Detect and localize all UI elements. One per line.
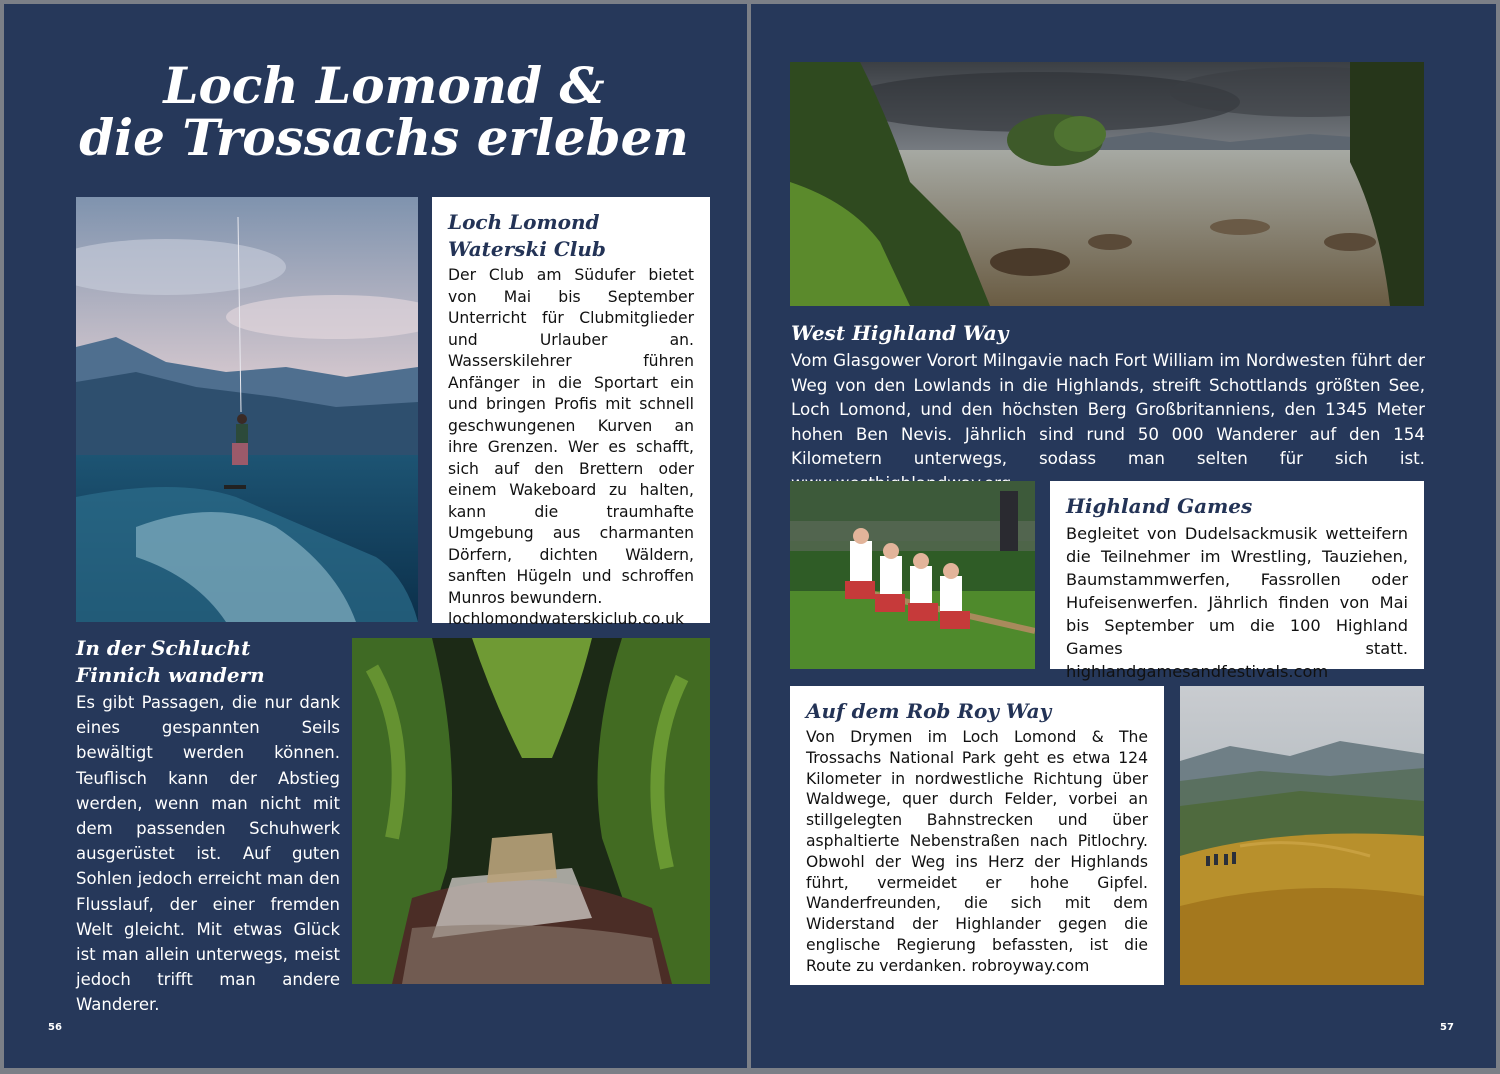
- west-highland-heading: West Highland Way: [791, 321, 1009, 345]
- rob-roy-way-box: [790, 686, 1164, 985]
- west-highland-way-section: [791, 320, 1425, 495]
- right-page: [751, 4, 1496, 1068]
- finnich-heading: [76, 635, 340, 689]
- page-number-left: 56: [48, 1022, 62, 1033]
- rob-roy-hills-photo: [1180, 686, 1424, 985]
- finnich-gorge-photo: [352, 638, 710, 984]
- highland-games-heading: Highland Games: [1066, 494, 1253, 518]
- finnich-heading-line2: Finnich wandern: [76, 663, 265, 687]
- finnich-body: Es gibt Passagen, die nur dank eines gespannten Seils bewältigt werden können. Teuflisch kann der Abstieg werden, wenn man nicht mit dem passenden Schuhwerk ausgerüstet ist. Auf guten Sohlen jedoch erreicht man den Flusslauf, der einer fremden Welt gleicht. Mit etwas Glück ist man allein unterwegs, meist jedoch trifft man andere Wanderer.: [76, 693, 340, 1015]
- rob-roy-link[interactable]: robroyway.com: [971, 956, 1090, 975]
- west-highland-body: Vom Glasgower Vorort Milngavie nach Fort William im Nordwesten führt der Weg von den Lowlands in die Highlands, streift Schottlands größten See, Loch Lomond, und den höchsten Berg Großbritanniens, den 1345 Meter hohen Ben Nevis. Jährlich sind rund 50 000 Wanderer auf den 154 Kilometern unterwegs, sodass man selten für sich ist.: [791, 350, 1425, 468]
- page-number-right: 57: [1440, 1022, 1454, 1033]
- page-title-line2: die Trossachs erleben: [79, 108, 689, 167]
- page-title: [64, 56, 704, 167]
- highland-games-body: Begleitet von Dudelsackmusik wetteifern die Teilnehmer im Wrestling, Tauziehen, Baumstammwerfen, Fassrollen oder Hufeisenwerfen. Jährlich finden von Mai bis September um die 100 Highland Games statt.: [1066, 524, 1408, 658]
- waterski-club-link[interactable]: lochlomondwaterskiclub.co.uk: [448, 610, 684, 628]
- waterski-club-box: [432, 197, 710, 628]
- loch-lomond-landscape-photo: [790, 62, 1424, 306]
- finnich-section: [76, 635, 340, 1018]
- page-title-line1: Loch Lomond &: [163, 56, 605, 115]
- finnich-heading-line1: In der Schlucht: [76, 636, 251, 660]
- rob-roy-body: Von Drymen im Loch Lomond & The Trossachs National Park geht es etwa 124 Kilometer in nordwestliche Richtung über Waldwege, quer durch Felder, vorbei an stillgelegten Bahnstrecken und über asphaltierte Nebenstraßen nach Pitlochry. Obwohl der Weg ins Herz der Highlands führt, vermeidet er hohe Gipfel. Wanderfreunden, die sich mit dem Widerstand der Highlander gegen die englische Regierung befassten, ist die Route zu verdanken.: [806, 728, 1148, 975]
- waterski-photo: [76, 197, 418, 622]
- waterski-body: Der Club am Südufer bietet von Mai bis September Unterricht für Clubmitglieder und Urlauber an. Wasserskilehrer führen Anfänger in die Sportart ein und bringen Profis mit schnell geschwungenen Kurven an ihre Grenzen. Wer es schafft, sich auf den Brettern oder einem Wakeboard zu halten, kann die traumhafte Umgebung aus charmanten Dörfern, dichten Wäldern, sanften Hügeln und schroffen Munros bewundern.: [448, 266, 694, 607]
- highland-games-box: [1050, 481, 1424, 681]
- rob-roy-heading: Auf dem Rob Roy Way: [806, 699, 1052, 723]
- left-page: [4, 4, 747, 1068]
- highland-games-photo: [790, 481, 1035, 669]
- waterski-heading: Loch Lomond Waterski Club: [448, 210, 606, 261]
- highland-games-link[interactable]: highlandgamesandfestivals.com: [1066, 662, 1329, 681]
